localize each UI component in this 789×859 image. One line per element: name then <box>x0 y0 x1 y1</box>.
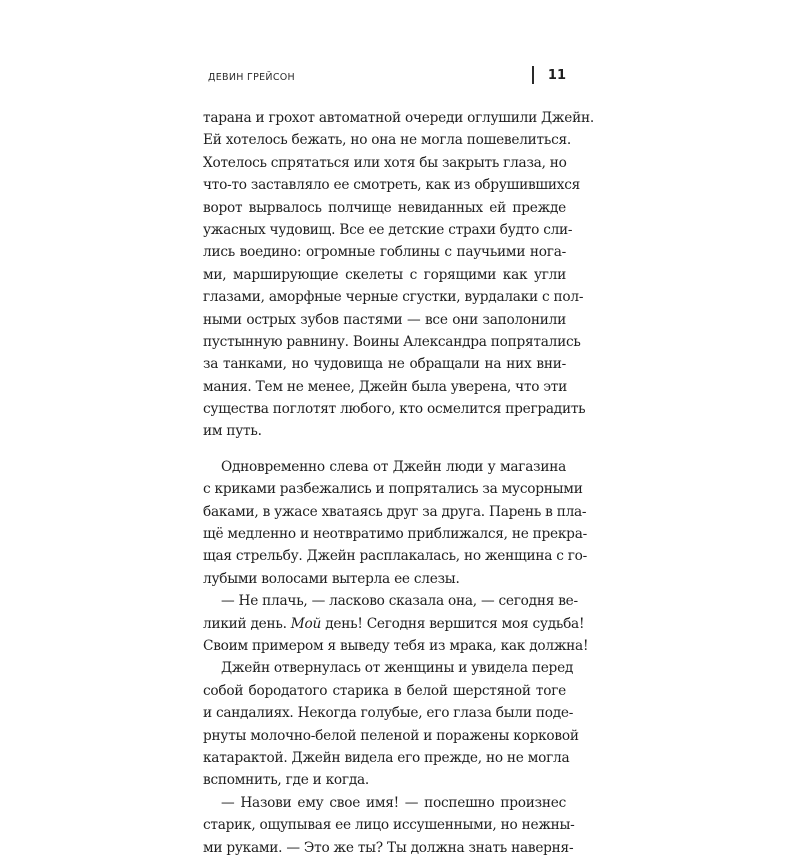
text-line: рнуты молочно-белой пеленой и поражены корковой <box>203 727 579 744</box>
text-line: ными острых зубов пастями — все они заполонили <box>203 311 566 328</box>
text-line: с криками разбежались и попрятались за мусорными <box>203 481 583 498</box>
text-segment: день! Сегодня вершится моя судьба! <box>325 615 585 632</box>
text-line: ми, марширующие скелеты с горящими как угли <box>203 266 566 283</box>
text-line: Одновременно слева от Джейн люди у магазина <box>221 458 566 475</box>
text-segment: ликий день. <box>203 615 287 632</box>
text-line: ужасных чудовищ. Все ее детские страхи будто сли- <box>203 221 573 238</box>
running-header <box>208 66 566 90</box>
text-line: щё медленно и неотвратимо приближался, не прекра- <box>203 526 587 543</box>
text-line: мания. Тем не менее, Джейн была уверена, что эти <box>203 378 567 395</box>
emphasis-word: Мой <box>290 615 322 632</box>
text-line: существа поглотят любого, кто осмелится преградить <box>203 401 586 418</box>
text-line: Ей хотелось бежать, но она не могла пошевелиться. <box>203 132 571 149</box>
text-line: глазами, аморфные черные сгустки, вурдалаки с пол- <box>203 289 584 306</box>
section-break <box>203 443 566 456</box>
text-line: лубыми волосами вытерла ее слезы. <box>203 570 460 587</box>
text-line: вспомнить, где и когда. <box>203 772 370 789</box>
text-line: Хотелось спрятаться или хотя бы закрыть глаза, но <box>203 154 567 171</box>
text-line: и сандалиях. Некогда голубые, его глаза были поде- <box>203 705 574 722</box>
text-line: лись воедино: огромные гоблины с паучьими нога- <box>203 244 566 261</box>
page-number: 11 <box>547 68 566 83</box>
text-line: за танками, но чудовища не обращали на них вни- <box>203 356 566 373</box>
text-line: ми руками. — Это же ты? Ты должна знать наверня- <box>203 839 574 856</box>
text-line: собой бородатого старика в белой шерстяной тоге <box>203 682 566 699</box>
header-divider <box>532 66 534 84</box>
text-line: Своим примером я выведу тебя из мрака, как должна! <box>203 637 589 654</box>
text-line <box>203 613 585 635</box>
text-line: тарана и грохот автоматной очереди оглушили Джейн. <box>203 110 594 126</box>
text-line: пустынную равнину. Воины Александра попрятались <box>203 333 581 350</box>
text-line: им путь. <box>203 423 262 440</box>
body-text <box>203 107 594 859</box>
text-line: щая стрельбу. Джейн расплакалась, но женщина с го- <box>203 548 588 565</box>
text-line: — Не плачь, — ласково сказала она, — сегодня ве- <box>221 593 578 610</box>
text-line: — Назови ему свое имя! — поспешно произнес <box>221 794 566 811</box>
text-line: баками, в ужасе хватаясь друг за друга. Парень в пла- <box>203 503 587 520</box>
text-line: Джейн отвернулась от женщины и увидела перед <box>221 660 574 677</box>
text-line: ворот вырвалось полчище невиданных ей прежде <box>203 199 566 216</box>
text-line: катарактой. Джейн видела его прежде, но не могла <box>203 749 570 766</box>
text-line: старик, ощупывая ее лицо иссушенными, но нежны- <box>203 817 575 834</box>
running-header-author: ДЕВИН ГРЕЙСОН <box>208 72 295 83</box>
text-line: что-то заставляло ее смотреть, как из обрушившихся <box>203 177 581 194</box>
